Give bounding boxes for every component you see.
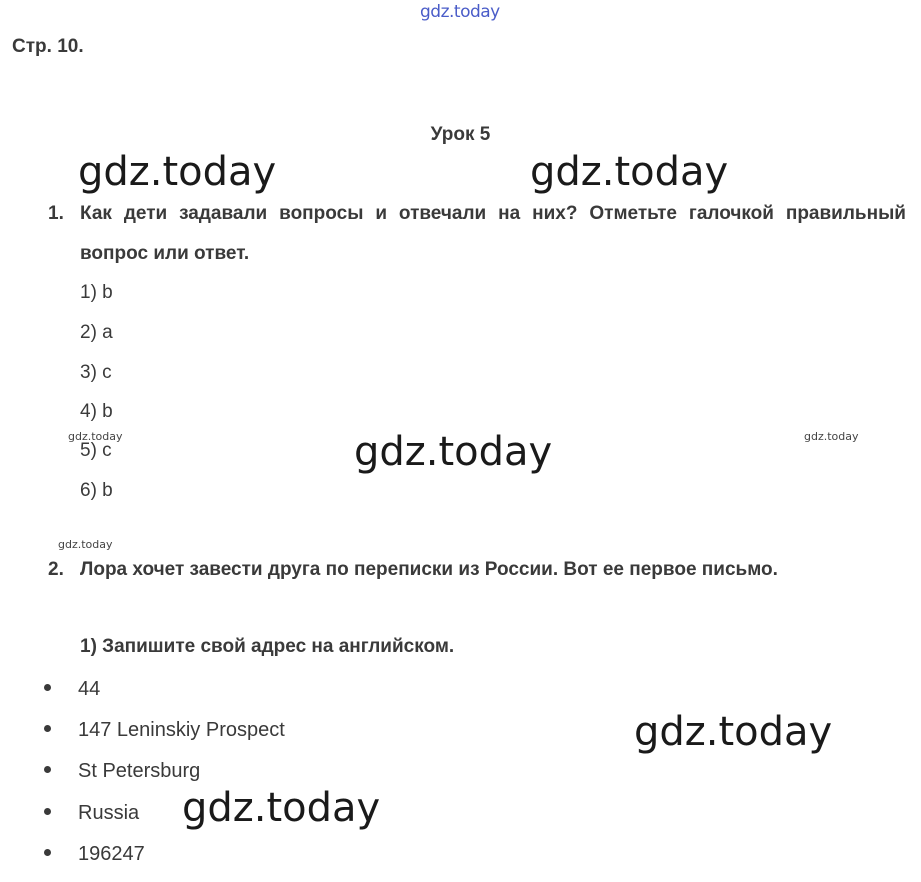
address-line-2-text: 147 Leninskiy Prospect bbox=[78, 719, 285, 741]
answer-2: 2) a bbox=[80, 322, 113, 343]
address-line-4-text: Russia bbox=[78, 802, 140, 824]
answer-5: 5) c bbox=[80, 440, 112, 461]
watermark-big-1: gdz.today bbox=[78, 149, 277, 195]
address-line-3-text: St Petersburg bbox=[78, 760, 201, 782]
page-number: Стр. 10. bbox=[12, 36, 84, 57]
bullet-icon bbox=[44, 725, 51, 732]
answer-1: 1) b bbox=[80, 282, 113, 303]
watermark-big-5: gdz.today bbox=[182, 785, 381, 831]
bullet-icon bbox=[44, 766, 51, 773]
bullet-icon bbox=[44, 684, 51, 691]
task-2-subtask: 1) Запишите свой адрес на английском. bbox=[80, 636, 455, 657]
task-1 bbox=[48, 194, 906, 274]
answer-4: 4) b bbox=[80, 401, 113, 422]
task-2-text: Лора хочет завести друга по переписки из России. Вот ее первое письмо. bbox=[80, 559, 778, 580]
watermark-small-2: gdz.today bbox=[804, 430, 859, 443]
task-1-number: 1. bbox=[48, 203, 64, 224]
address-line-2 bbox=[44, 718, 285, 742]
watermark-top: gdz.today bbox=[420, 2, 500, 22]
address-line-1-text: 44 bbox=[78, 678, 101, 700]
address-line-3 bbox=[44, 759, 200, 783]
answer-3: 3) c bbox=[80, 362, 112, 383]
bullet-icon bbox=[44, 849, 51, 856]
answer-6: 6) b bbox=[80, 480, 113, 501]
watermark-small-3: gdz.today bbox=[58, 538, 113, 551]
watermark-small-1: gdz.today bbox=[68, 430, 123, 443]
address-line-4 bbox=[44, 801, 139, 825]
watermark-big-3: gdz.today bbox=[354, 429, 553, 475]
task-1-text: Как дети задавали вопросы и отвечали на них? Отметьте галочкой правильный вопрос или ответ. bbox=[80, 203, 906, 264]
task-2-number: 2. bbox=[48, 559, 64, 580]
address-line-1 bbox=[44, 677, 100, 701]
address-line-5 bbox=[44, 842, 145, 866]
lesson-title: Урок 5 bbox=[430, 124, 491, 145]
watermark-big-4: gdz.today bbox=[634, 709, 833, 755]
address-line-5-text: 196247 bbox=[78, 843, 145, 865]
task-2 bbox=[48, 550, 906, 590]
watermark-big-2: gdz.today bbox=[530, 149, 729, 195]
bullet-icon bbox=[44, 808, 51, 815]
